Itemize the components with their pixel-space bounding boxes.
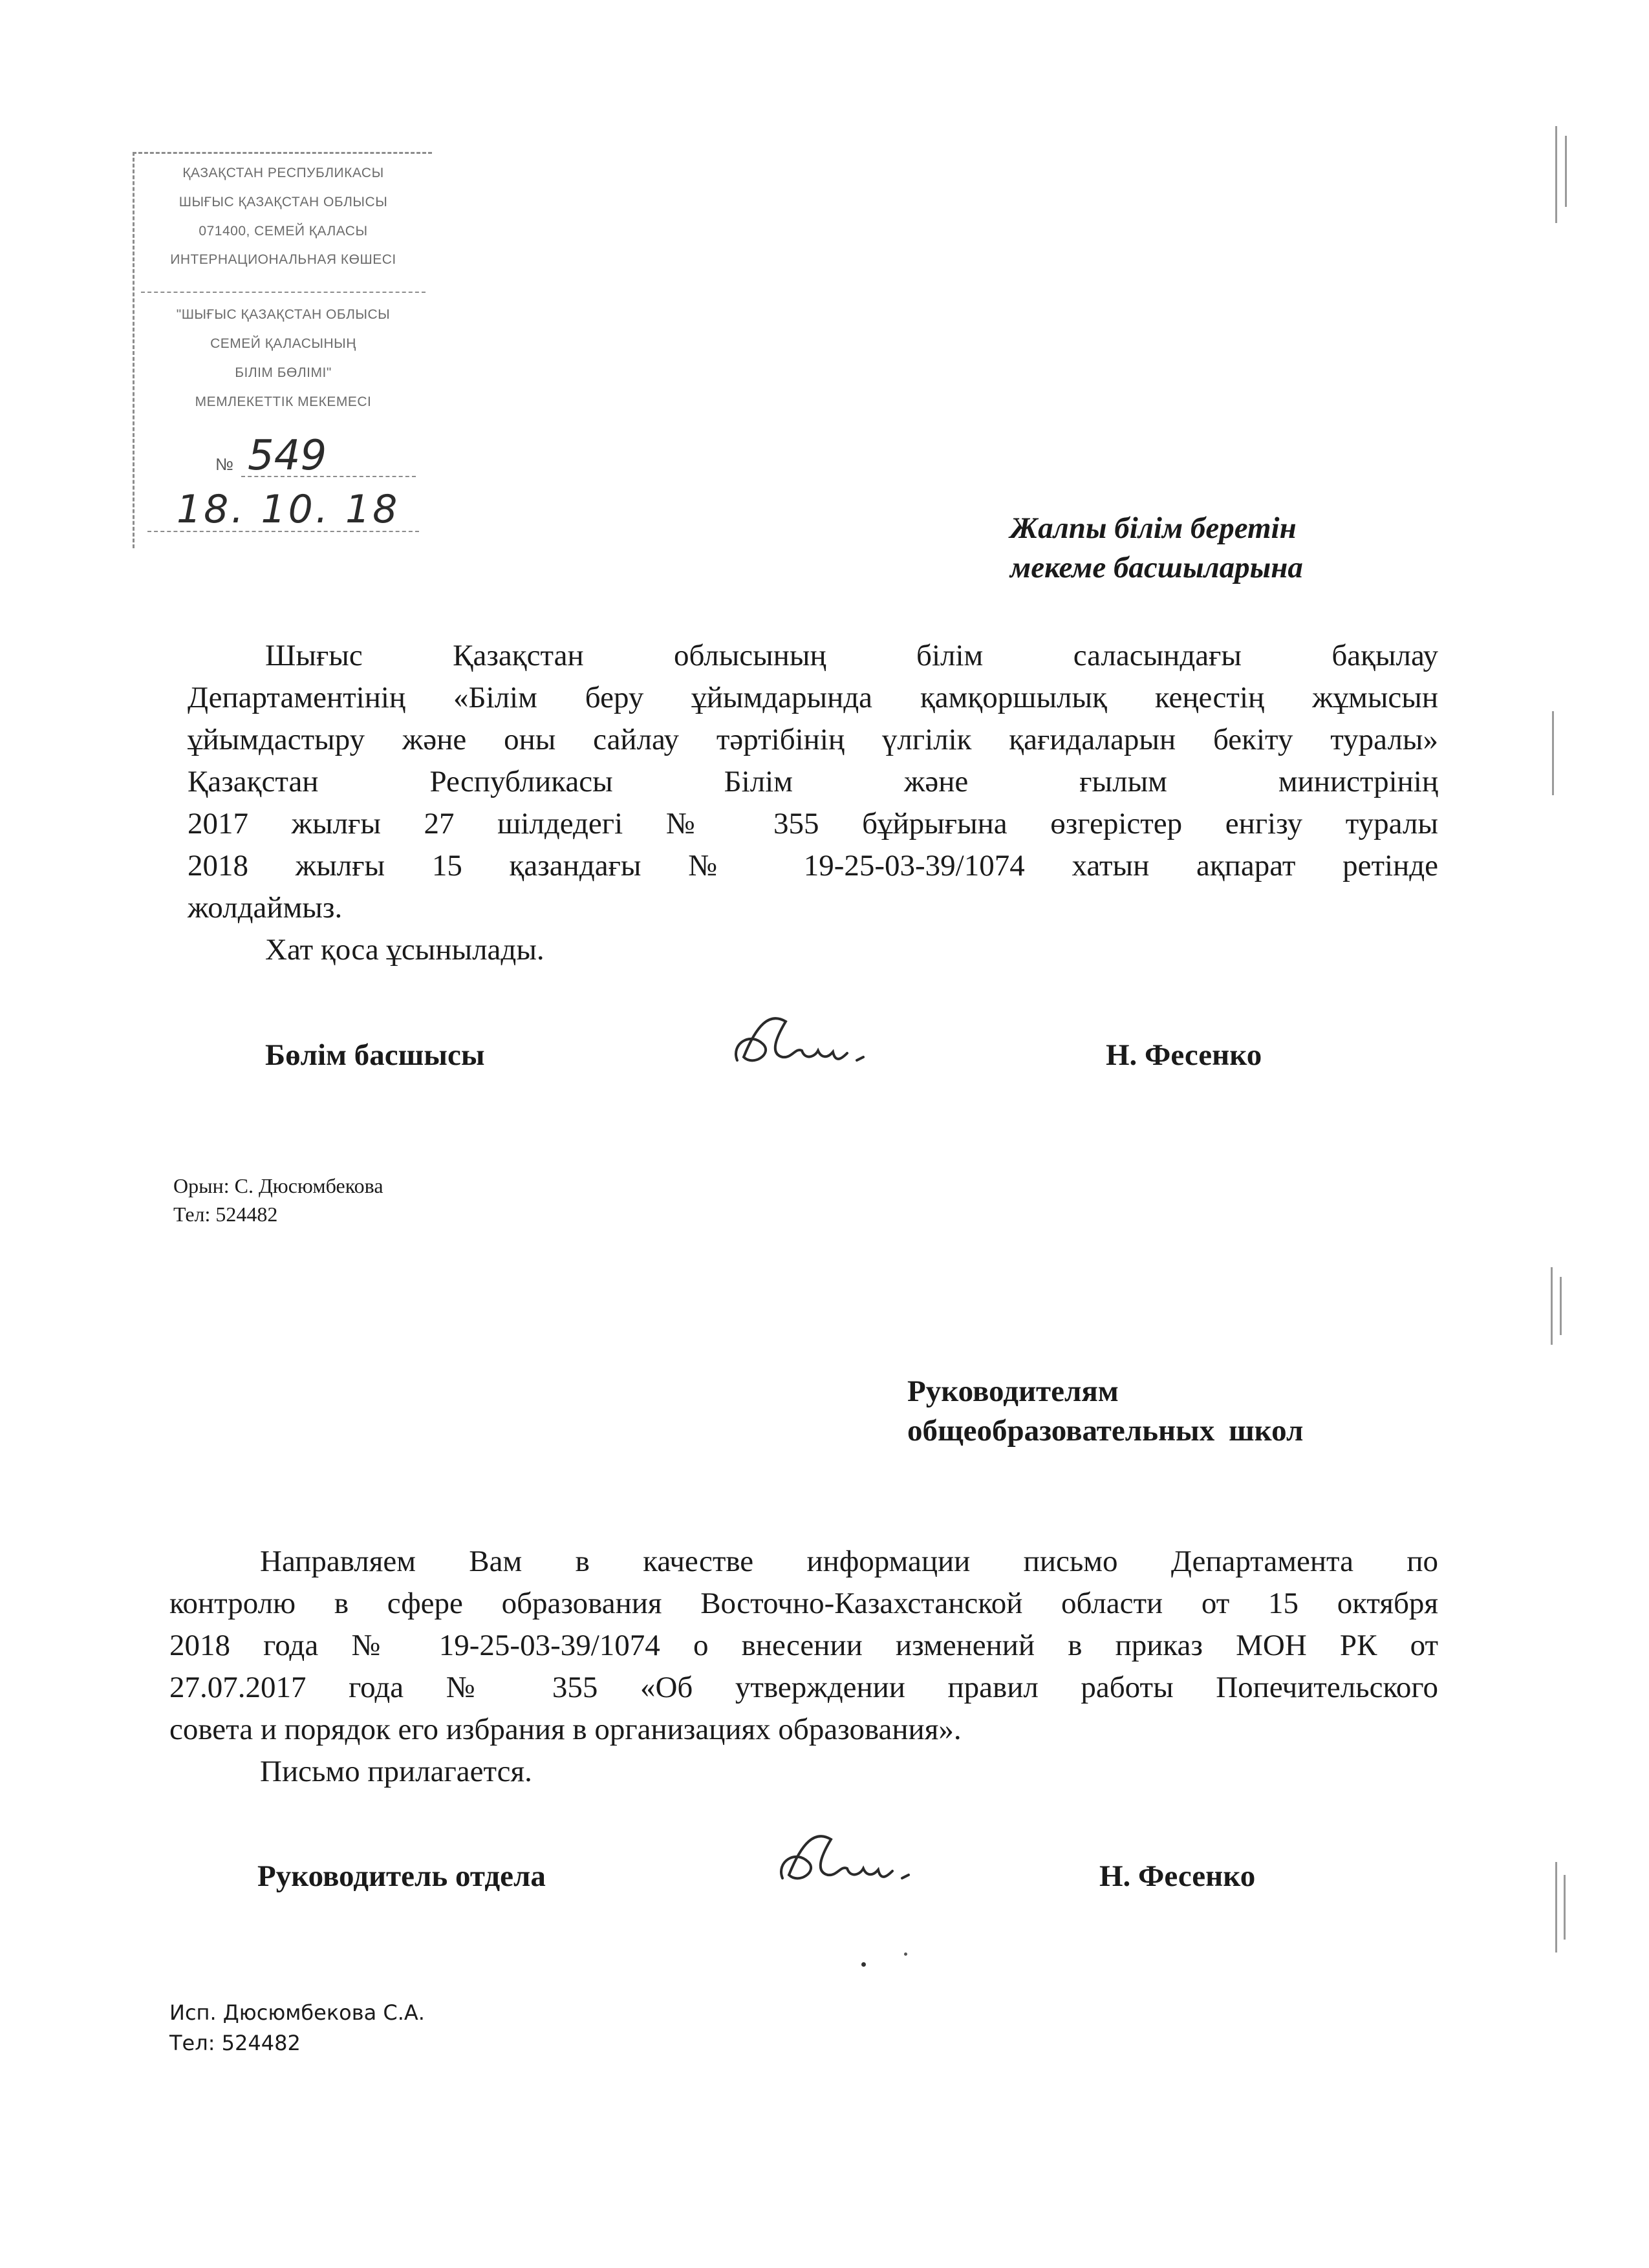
- body-line: Қазақстан Республикасы Білім және ғылым министрінің: [188, 765, 1438, 798]
- body-line: совета и порядок его избрания в организациях образования».: [169, 1713, 962, 1746]
- stamp-line: ҚАЗАҚСТАН РЕСПУБЛИКАСЫ: [182, 166, 384, 180]
- russian-signature: [770, 1817, 925, 1901]
- scan-mark: [1551, 1267, 1553, 1345]
- russian-executor-block: [169, 1998, 425, 2059]
- stamp-line: ШЫҒЫС ҚАЗАҚСТАН ОБЛЫСЫ: [178, 195, 388, 209]
- stamp-line: СЕМЕЙ ҚАЛАСЫНЫҢ: [210, 336, 356, 351]
- executor-phone: Тел: 524482: [169, 2031, 301, 2055]
- stamp-line: БІЛІМ БӨЛІМІ": [235, 365, 332, 380]
- scan-mark: [1555, 1862, 1557, 1952]
- body-line: Шығыс Қазақстан облысының білім саласындағы бақылау: [265, 639, 1438, 672]
- body-line: контролю в сфере образования Восточно-Казахстанской области от 15 октября: [169, 1587, 1438, 1620]
- kazakh-signer-name: Н. Фесенко: [1106, 1038, 1262, 1072]
- russian-signer-name: Н. Фесенко: [1099, 1859, 1256, 1893]
- russian-letter-body: [169, 1541, 1438, 1793]
- stamp-date-row: [147, 487, 419, 539]
- addressee-line: Жалпы білім беретін: [1010, 511, 1297, 545]
- scan-mark: [1565, 136, 1567, 207]
- executor-name: Исп. Дюсюмбекова С.А.: [169, 2000, 425, 2025]
- body-line: жолдаймыз.: [188, 891, 343, 925]
- stamp-line: ИНТЕРНАЦИОНАЛЬНАЯ КӨШЕСІ: [170, 252, 396, 267]
- stamp-line: МЕМЛЕКЕТТІК МЕКЕМЕСІ: [195, 394, 372, 409]
- stamp-divider: [141, 292, 426, 293]
- russian-signer-title: Руководитель отдела: [257, 1859, 546, 1893]
- stamp-line: "ШЫҒЫС ҚАЗАҚСТАН ОБЛЫСЫ: [176, 307, 391, 322]
- addressee-line: общеобразовательных школ: [907, 1414, 1304, 1448]
- body-line: 2018 года № 19-25-03-39/1074 о внесении изменений в приказ МОН РК от: [169, 1629, 1438, 1662]
- stamp-number-label: №: [215, 455, 233, 474]
- russian-addressee: [907, 1372, 1489, 1451]
- stamp-number-row: [215, 432, 422, 484]
- scan-dot: [904, 1952, 907, 1956]
- body-line: Направляем Вам в качестве информации письмо Департамента по: [260, 1545, 1438, 1578]
- scan-mark: [1560, 1277, 1562, 1335]
- body-line: 2017 жылғы 27 шілдедегі № 355 бұйрығына өзгерістер енгізу туралы: [188, 807, 1438, 840]
- kazakh-letter-body: [188, 635, 1438, 971]
- stamp-date-underline: [147, 531, 419, 532]
- addressee-line: Руководителям: [907, 1375, 1119, 1408]
- stamp-number-underline: [241, 476, 416, 477]
- kazakh-signature: [724, 999, 879, 1083]
- body-line: 2018 жылғы 15 қазандағы № 19-25-03-39/1074 хатын ақпарат ретінде: [188, 849, 1438, 883]
- addressee-line: мекеме басшыларына: [1010, 551, 1303, 584]
- scan-mark: [1552, 711, 1554, 795]
- kazakh-addressee: [1010, 509, 1463, 588]
- body-line: 27.07.2017 года № 355 «Об утверждении правил работы Попечительского: [169, 1671, 1438, 1704]
- stamp-number-handwritten: 549: [248, 432, 327, 480]
- kazakh-signer-title: Бөлім басшысы: [265, 1038, 485, 1072]
- scan-mark: [1555, 126, 1557, 223]
- body-line: Департаментінің «Білім беру ұйымдарында қамқоршылық кеңестің жұмысын: [188, 681, 1438, 714]
- kazakh-executor-block: [173, 1171, 383, 1228]
- executor-phone: Тел: 524482: [173, 1203, 278, 1226]
- stamp-line: 071400, СЕМЕЙ ҚАЛАСЫ: [199, 224, 368, 239]
- scan-dot: [861, 1962, 866, 1967]
- attachment-note: Письмо прилагается.: [260, 1755, 532, 1788]
- attachment-note: Хат қоса ұсынылады.: [265, 933, 544, 967]
- stamp-date-handwritten: 18. 10. 18: [177, 487, 400, 532]
- body-line: ұйымдастыру және оны сайлау тәртібінің үлгілік қағидаларын бекіту туралы»: [188, 723, 1438, 756]
- executor-name: Орын: С. Дюсюмбекова: [173, 1174, 383, 1197]
- scan-mark: [1564, 1875, 1566, 1940]
- registration-stamp: [133, 152, 432, 548]
